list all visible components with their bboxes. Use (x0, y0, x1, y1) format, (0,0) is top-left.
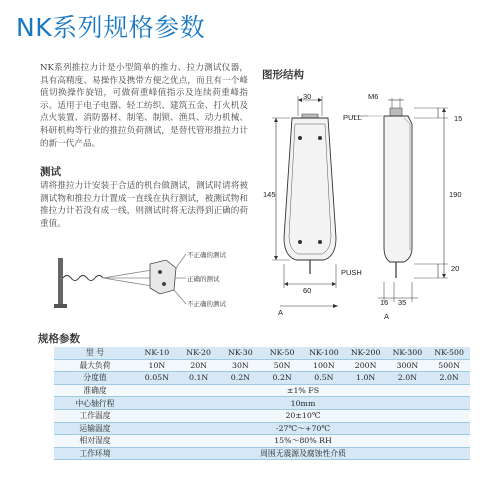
front-view-drawing (262, 88, 347, 318)
spec-table (54, 347, 470, 460)
view-a-label-left: A (278, 308, 284, 317)
max-load-cell: 100N (303, 359, 345, 372)
table-row (54, 447, 470, 460)
intro-paragraph: NK系列推拉力计是小型简单的推力、拉力测试仪器，具有高精度、易操作及携带方便之优点，而且有一个峰值切换操作旋钮，可做荷重峰值指示及连续荷重峰指示。适用于电子电器、轻工纺织、建筑五金、打火机及点火装置、消防器材、制笔、制锁、渔具、动力机械、科研机构等行业的推拉负荷测试，是替代管形推拉力计的新一代产品。 (40, 63, 248, 149)
dim-height-total: 190 (449, 190, 462, 199)
dim-depth-1: 16 (380, 298, 389, 307)
max-load-cell: 50N (261, 359, 303, 372)
table-row (54, 347, 470, 359)
shared-value-cell: 20±10℃ (136, 409, 470, 422)
resolution-cell: 2.0N (387, 372, 429, 385)
max-load-cell: 300N (387, 359, 429, 372)
resolution-cell: 0.05N (136, 372, 178, 385)
test-label-incorrect-top: 不正确的测试 (187, 251, 226, 259)
model-cell: NK-20 (178, 347, 220, 359)
shared-value-cell: 周围无震源及腐蚀性介质 (136, 447, 470, 460)
page-title: NK系列规格参数 (16, 13, 206, 42)
max-load-cell: 20N (178, 359, 220, 372)
max-load-cell: 10N (136, 359, 178, 372)
pull-label: PULL (343, 113, 362, 122)
push-label: PUSH (341, 268, 362, 277)
dim-width-top: 30 (303, 92, 312, 101)
row-label: 最大负荷 (54, 359, 136, 372)
dim-depth-2: 35 (398, 298, 407, 307)
test-label-incorrect-bottom: 不正确的测试 (187, 300, 226, 308)
resolution-cell: 0.2N (220, 372, 262, 385)
table-row (54, 435, 470, 448)
fixture-icon (54, 258, 103, 308)
gauge-sideview-icon (150, 260, 176, 294)
resolution-cell: 0.2N (261, 372, 303, 385)
model-cell: NK-30 (220, 347, 262, 359)
table-row (54, 409, 470, 422)
max-load-cell: 500N (428, 359, 470, 372)
resolution-cell: 1.0N (345, 372, 387, 385)
test-paragraph: 请将推拉力计安装于合适的机台做测试，测试时请将被测试物和推拉力计置成一直线在执行测试，被测试物和推拉力计若没有成一线，则测试时将无法得到正确的荷重值。 (40, 181, 248, 229)
resolution-cell: 2.0N (428, 372, 470, 385)
row-label: 工作温度 (54, 409, 136, 422)
shared-value-cell: 15%～80% RH (136, 435, 470, 448)
shared-value-cell: ±1% FS (136, 384, 470, 397)
model-cell: NK-10 (136, 347, 178, 359)
model-cell: NK-50 (261, 347, 303, 359)
table-row (54, 384, 470, 397)
table-row (54, 422, 470, 435)
shared-value-cell: -27℃～+70℃ (136, 422, 470, 435)
row-label: 型 号 (54, 347, 136, 359)
test-label-correct: 正确的测试 (187, 275, 220, 283)
model-cell: NK-200 (345, 347, 387, 359)
spec-heading: 规格参数 (38, 333, 80, 345)
row-label: 相对湿度 (54, 435, 136, 448)
table-row (54, 372, 470, 385)
model-cell: NK-100 (303, 347, 345, 359)
row-label: 准确度 (54, 384, 136, 397)
table-row (54, 359, 470, 372)
row-label: 工作环境 (54, 447, 136, 460)
structure-heading: 图形结构 (262, 69, 304, 81)
model-cell: NK-300 (387, 347, 429, 359)
model-cell: NK-500 (428, 347, 470, 359)
row-label: 运输温度 (54, 422, 136, 435)
max-load-cell: 200N (345, 359, 387, 372)
resolution-cell: 0.1N (178, 372, 220, 385)
view-a-label-right: A (384, 312, 390, 321)
dim-height-body: 145 (263, 190, 276, 199)
shared-value-cell: 10mm (136, 397, 470, 410)
dim-thread: M6 (368, 92, 379, 101)
dim-bottom-offset: 20 (451, 264, 460, 273)
resolution-cell: 0.5N (303, 372, 345, 385)
test-heading: 测试 (40, 166, 61, 178)
row-label: 中心轴行程 (54, 397, 136, 410)
dim-top-offset: 15 (454, 114, 463, 123)
row-label: 分度值 (54, 372, 136, 385)
table-row (54, 397, 470, 410)
dim-width-bottom: 60 (303, 286, 312, 295)
max-load-cell: 30N (220, 359, 262, 372)
